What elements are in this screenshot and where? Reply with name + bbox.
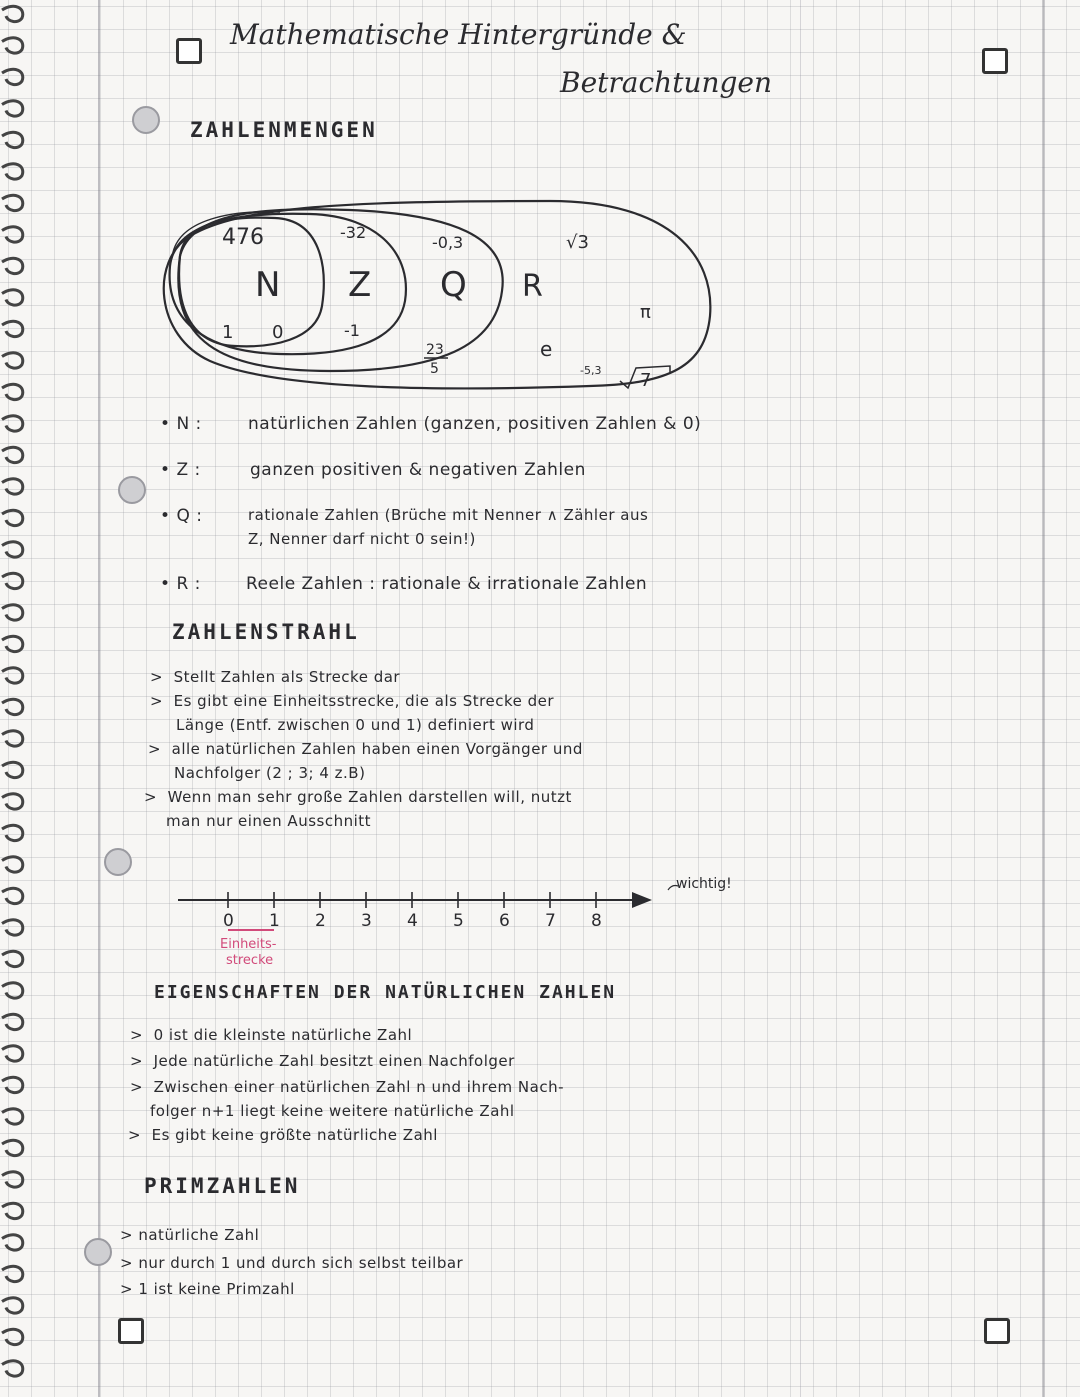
spiral-loop [2,668,23,683]
number-line-tick-label: 1 [269,911,280,931]
eigenschaften-bullet-2: > Jede natürliche Zahl besitzt einen Nachfolger [130,1052,515,1070]
definition-symbol-r: • R : [160,574,201,594]
spiral-loop [2,699,23,714]
example-sqrt-3: √3 [566,232,589,253]
primzahlen-bullet-3: > 1 ist keine Primzahl [120,1280,295,1298]
spiral-loop [2,353,23,368]
heading-zahlenmengen: ZAHLENMENGEN [190,118,378,142]
example-e: e [540,337,553,361]
punch-hole-3 [104,848,132,876]
margin-line [98,0,100,1397]
zahlenstrahl-bullet-3-line2: Nachfolger (2 ; 3; 4 z.B) [174,764,366,782]
eigenschaften-bullet-4: > Es gibt keine größte natürliche Zahl [128,1126,438,1144]
number-line-arrow [632,892,652,908]
example-root-7: 7 [640,370,652,391]
spiral-loop [2,258,23,273]
spiral-loop [2,1140,23,1155]
spiral-loop [2,510,23,525]
unit-label-line1: Einheits- [220,937,277,952]
eigenschaften-bullet-3-line2: folger n+1 liegt keine weitere natürliche Zahl [150,1102,515,1120]
punch-hole-1 [132,106,160,134]
number-line-tick-label: 2 [315,911,326,931]
example-minus-32: -32 [340,223,367,242]
corner-marker-top-right [982,48,1008,74]
spiral-loop [2,983,23,998]
example-root-index: -5,3 [580,364,602,377]
page-title-line2: Betrachtungen [560,66,773,99]
spiral-loop [2,825,23,840]
spiral-loop [2,195,23,210]
primzahlen-bullet-1: > natürliche Zahl [120,1226,260,1244]
zahlenstrahl-bullet-3: > alle natürlichen Zahlen haben einen Vorgänger und [148,740,583,758]
spiral-loop [2,762,23,777]
punch-hole-4 [84,1238,112,1266]
spiral-loop [2,69,23,84]
spiral-loop [2,1298,23,1313]
punch-hole-2 [118,476,146,504]
example-fraction-23: 23 [426,342,444,358]
zahlenstrahl-bullet-4: > Wenn man sehr große Zahlen darstellen will, nutzt [144,788,572,806]
number-line-tick-label: 0 [223,911,234,931]
spiral-loop [2,1014,23,1029]
unit-label-line2: strecke [226,953,274,968]
heading-zahlenstrahl: ZAHLENSTRAHL [172,620,360,644]
number-line-tick-label: 6 [499,911,510,931]
zahlenstrahl-bullet-4-line2: man nur einen Ausschnitt [166,812,372,830]
primzahlen-bullet-2: > nur durch 1 und durch sich selbst teilbar [120,1254,464,1272]
set-label-z: Z [348,265,372,305]
spiral-loop [2,1077,23,1092]
example-minus-1: -1 [344,321,360,340]
spiral-loop [2,290,23,305]
definition-text-n: natürlichen Zahlen (ganzen, positiven Zahlen & 0) [248,414,702,434]
definition-symbol-n: • N : [160,414,202,434]
spiral-loop [2,1266,23,1281]
spiral-loop [2,416,23,431]
spiral-loop [2,1329,23,1344]
spiral-loop [2,1172,23,1187]
spiral-loop [2,794,23,809]
corner-marker-bottom-right [984,1318,1010,1344]
definition-text-q: rationale Zahlen (Brüche mit Nenner ∧ Zähler aus [248,506,649,524]
zahlenmengen-diagram [150,196,730,396]
spiral-loop [2,920,23,935]
zahlenstrahl-bullet-2: > Es gibt eine Einheitsstrecke, die als Strecke der [150,692,555,710]
corner-marker-top-left [176,38,202,64]
example-0: 0 [272,322,284,343]
spiral-loop [2,6,23,21]
definition-text-z: ganzen positiven & negativen Zahlen [250,460,586,480]
example-476: 476 [222,225,264,250]
spiral-loop [2,132,23,147]
zahlenstrahl-bullet-2-line2: Länge (Entf. zwischen 0 und 1) definiert wird [176,716,535,734]
zahlenstrahl-bullet-1: > Stellt Zahlen als Strecke dar [150,668,401,686]
spiral-loop [2,857,23,872]
spiral-loop [2,951,23,966]
spiral-loop [2,384,23,399]
definition-text-r: Reele Zahlen : rationale & irrationale Zahlen [246,574,648,594]
spiral-loop [2,101,23,116]
spiral-loop [2,38,23,53]
spiral-loop [2,888,23,903]
example-1: 1 [222,322,234,343]
spiral-loop [2,605,23,620]
spiral-loop [2,164,23,179]
grid-border-line [800,0,801,1397]
definition-symbol-z: • Z : [160,460,201,480]
spiral-loop [2,227,23,242]
number-line-note: wichtig! [676,876,732,892]
number-line [170,872,770,972]
set-label-n: N [255,265,281,305]
page-edge [1042,0,1045,1397]
number-line-tick-label: 5 [453,911,464,931]
heading-primzahlen: PRIMZAHLEN [144,1174,301,1198]
number-line-tick-label: 7 [545,911,556,931]
spiral-loop [2,1046,23,1061]
number-line-tick-label: 4 [407,911,418,931]
spiral-binding [0,0,30,1397]
example-minus-0-3: -0,3 [432,233,464,252]
page-title-line1: Mathematische Hintergründe & [230,18,687,51]
eigenschaften-bullet-3: > Zwischen einer natürlichen Zahl n und ihrem Nach- [130,1078,565,1096]
spiral-loop [2,479,23,494]
set-label-q: Q [440,265,467,305]
corner-marker-bottom-left [118,1318,144,1344]
spiral-loop [2,1235,23,1250]
spiral-loop [2,636,23,651]
spiral-loop [2,447,23,462]
number-line-tick-label: 3 [361,911,372,931]
example-fraction-5: 5 [430,361,439,377]
definition-symbol-q: • Q : [160,506,203,526]
spiral-loop [2,573,23,588]
spiral-loop [2,321,23,336]
example-pi: π [640,302,651,323]
spiral-loop [2,1109,23,1124]
heading-eigenschaften: EIGENSCHAFTEN DER NATÜRLICHEN ZAHLEN [154,982,617,1003]
set-label-r: R [522,269,543,304]
spiral-loop [2,1361,23,1376]
spiral-loop [2,542,23,557]
number-line-tick-label: 8 [591,911,602,931]
spiral-loop [2,1203,23,1218]
spiral-loop [2,731,23,746]
eigenschaften-bullet-1: > 0 ist die kleinste natürliche Zahl [130,1026,413,1044]
definition-text-q-line2: Z, Nenner darf nicht 0 sein!) [248,530,476,548]
